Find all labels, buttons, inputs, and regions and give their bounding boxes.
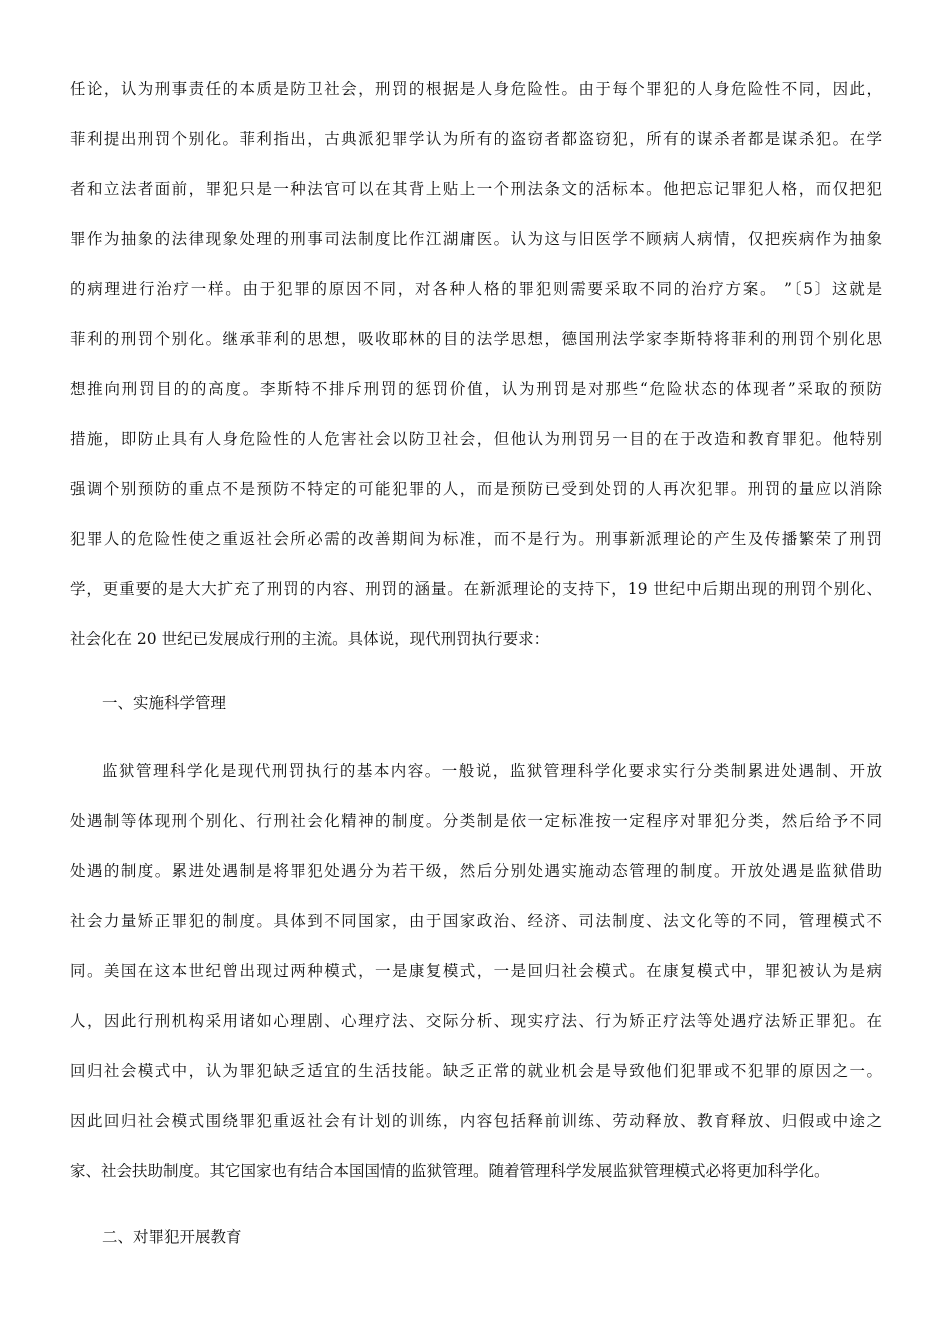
paragraph-1-line-11: 学，更重要的是大大扩充了刑罚的内容、刑罚的涵量。在新派理论的支持下，19 世纪中后期出现的刑罚个别化、: [70, 580, 882, 598]
section-heading-1: 一、实施科学管理: [102, 694, 227, 712]
paragraph-1-line-7: 想推向刑罚目的的高度。李斯特不排斥刑罚的惩罚价值，认为刑罚是对那些“危险状态的体现者”采取的预防: [70, 380, 882, 398]
paragraph-2-line-5: 同。美国在这本世纪曾出现过两种模式，一是康复模式，一是回归社会模式。在康复模式中，罪犯被认为是病: [70, 962, 882, 980]
paragraph-2-line-9: 家、社会扶助制度。其它国家也有结合本国国情的监狱管理。随着管理科学发展监狱管理模式必将更加科学化。: [70, 1162, 830, 1180]
paragraph-1-line-9: 强调个别预防的重点不是预防不特定的可能犯罪的人，而是预防已受到处罚的人再次犯罪。刑罚的量应以消除: [70, 480, 882, 498]
paragraph-1-line-2: 菲利提出刑罚个别化。菲利指出，古典派犯罪学认为所有的盗窃者都盗窃犯，所有的谋杀者都是谋杀犯。在学: [70, 130, 882, 148]
paragraph-1-line-3: 者和立法者面前，罪犯只是一种法官可以在其背上贴上一个刑法条文的活标本。他把忘记罪犯人格，而仅把犯: [70, 180, 882, 198]
paragraph-1-line-10: 犯罪人的危险性使之重返社会所必需的改善期间为标准，而不是行为。刑事新派理论的产生及传播繁荣了刑罚: [70, 530, 882, 548]
paragraph-2-line-3: 处遇的制度。累进处遇制是将罪犯处遇分为若干级，然后分别处遇实施动态管理的制度。开放处遇是监狱借助: [70, 862, 882, 880]
paragraph-2-line-1: 监狱管理科学化是现代刑罚执行的基本内容。一般说，监狱管理科学化要求实行分类制累进处遇制、开放: [102, 762, 882, 780]
paragraph-2-line-8: 因此回归社会模式围绕罪犯重返社会有计划的训练，内容包括释前训练、劳动释放、教育释放、归假或中途之: [70, 1112, 882, 1130]
paragraph-1-line-1: 任论，认为刑事责任的本质是防卫社会，刑罚的根据是人身危险性。由于每个罪犯的人身危险性不同，因此，: [70, 80, 882, 98]
section-heading-2: 二、对罪犯开展教育: [102, 1228, 242, 1246]
paragraph-1-line-12: 社会化在 20 世纪已发展成行刑的主流。具体说，现代刑罚执行要求：: [70, 630, 550, 648]
paragraph-1-line-6: 菲利的刑罚个别化。继承菲利的思想，吸收耶林的目的法学思想，德国刑法学家李斯特将菲利的刑罚个别化思: [70, 330, 882, 348]
paragraph-2-line-7: 回归社会模式中，认为罪犯缺乏适宜的生活技能。缺乏正常的就业机会是导致他们犯罪或不犯罪的原因之一。: [70, 1062, 882, 1080]
paragraph-2-line-4: 社会力量矫正罪犯的制度。具体到不同国家，由于国家政治、经济、司法制度、法文化等的不同，管理模式不: [70, 912, 882, 930]
paragraph-1-line-4: 罪作为抽象的法律现象处理的刑事司法制度比作江湖庸医。认为这与旧医学不顾病人病情，仅把疾病作为抽象: [70, 230, 882, 248]
paragraph-2-line-6: 人，因此行刑机构采用诸如心理剧、心理疗法、交际分析、现实疗法、行为矫正疗法等处遇疗法矫正罪犯。在: [70, 1012, 882, 1030]
paragraph-1-line-5: 的病理进行治疗一样。由于犯罪的原因不同，对各种人格的罪犯则需要采取不同的治疗方案。 ”〔5〕这就是: [70, 280, 882, 298]
paragraph-2-line-2: 处遇制等体现刑个别化、行刑社会化精神的制度。分类制是依一定标准按一定程序对罪犯分类，然后给予不同: [70, 812, 882, 830]
paragraph-1-line-8: 措施，即防止具有人身危险性的人危害社会以防卫社会，但他认为刑罚另一目的在于改造和教育罪犯。他特别: [70, 430, 882, 448]
